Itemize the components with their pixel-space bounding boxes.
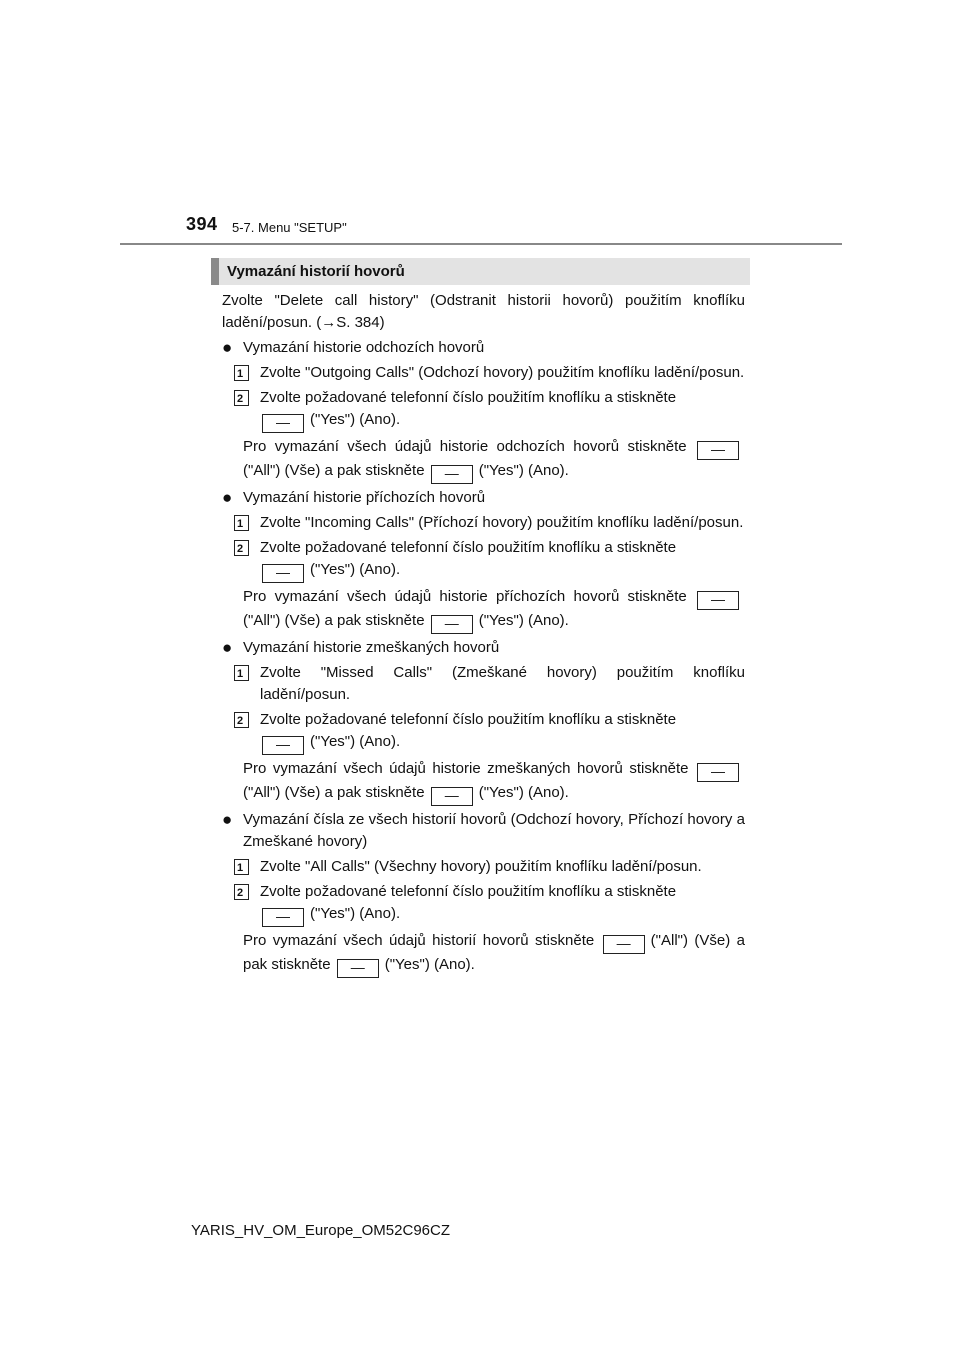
bullet-icon: ●	[222, 638, 233, 657]
menu-button-icon: —	[431, 615, 473, 634]
step-2: 2 Zvolte požadované telefonní číslo použitím knoflíku a stiskněte — ("Yes") (Ano).	[222, 537, 745, 583]
menu-button-icon: —	[697, 763, 739, 782]
menu-button-icon: —	[262, 736, 304, 755]
delete-all-note: Pro vymazání všech údajů historie odchozích hovorů stiskněte —("All") (Vše) a pak stiskněte — ("Yes") (Ano).	[222, 436, 745, 484]
instruction-blocks	[222, 337, 745, 978]
step-2: 2 Zvolte požadované telefonní číslo použitím knoflíku a stiskněte — ("Yes") (Ano).	[222, 881, 745, 927]
bullet-heading: ● Vymazání historie zmeškaných hovorů	[222, 638, 500, 657]
step-number-2-icon: 2	[234, 712, 249, 728]
step-number-1-icon: 1	[234, 665, 249, 681]
bullet-heading: ● Vymazání historie příchozích hovorů	[222, 488, 486, 507]
step-number-1-icon: 1	[234, 515, 249, 531]
menu-button-icon: —	[697, 441, 739, 460]
step-number-2-icon: 2	[234, 390, 249, 406]
menu-button-icon: —	[262, 414, 304, 433]
step-number-1-icon: 1	[234, 365, 249, 381]
document-code: YARIS_HV_OM_Europe_OM52C96CZ	[191, 1222, 450, 1239]
menu-button-icon: —	[697, 591, 739, 610]
step-2: 2 Zvolte požadované telefonní číslo použitím knoflíku a stiskněte — ("Yes") (Ano).	[222, 387, 745, 433]
step-number-2-icon: 2	[234, 540, 249, 556]
chapter-title: 5-7. Menu "SETUP"	[232, 220, 347, 235]
bullet-icon: ●	[222, 810, 233, 829]
step-1: 1 Zvolte "Incoming Calls" (Příchozí hovory) použitím knoflíku ladění/posun.	[222, 512, 745, 534]
menu-button-icon: —	[337, 959, 379, 978]
delete-all-note: Pro vymazání všech údajů historie zmeškaných hovorů stiskněte —("All") (Vše) a pak stiskněte — ("Yes") (Ano).	[222, 758, 745, 806]
menu-button-icon: —	[431, 787, 473, 806]
menu-button-icon: —	[431, 465, 473, 484]
menu-button-icon: —	[262, 908, 304, 927]
step-number-2-icon: 2	[234, 884, 249, 900]
bullet-heading: ● Vymazání čísla ze všech historií hovorů (Odchozí hovory, Příchozí hovory a Zmeškané hovory)	[222, 810, 745, 850]
intro-paragraph: Zvolte "Delete call history" (Odstranit historii hovorů) použitím knoflíku ladění/posun. (→S. 384)	[222, 292, 745, 331]
step-1: 1 Zvolte "All Calls" (Všechny hovory) použitím knoflíku ladění/posun.	[222, 856, 745, 878]
bullet-heading: ● Vymazání historie odchozích hovorů	[222, 338, 485, 357]
delete-all-note: Pro vymazání všech údajů historie příchozích hovorů stiskněte —("All") (Vše) a pak stiskněte — ("Yes") (Ano).	[222, 586, 745, 634]
menu-button-icon: —	[603, 935, 645, 954]
step-2: 2 Zvolte požadované telefonní číslo použitím knoflíku a stiskněte — ("Yes") (Ano).	[222, 709, 745, 755]
step-1: 1 Zvolte "Outgoing Calls" (Odchozí hovory) použitím knoflíku ladění/posun.	[222, 362, 745, 384]
header-divider	[120, 243, 842, 245]
bullet-icon: ●	[222, 488, 233, 507]
content	[222, 290, 745, 981]
bullet-icon: ●	[222, 338, 233, 357]
delete-all-note: Pro vymazání všech údajů historií hovorů stiskněte — ("All") (Vše) a pak stiskněte — ("Yes") (Ano).	[222, 930, 745, 978]
step-number-1-icon: 1	[234, 859, 249, 875]
page-number: 394	[186, 214, 218, 234]
section-title: Vymazání historií hovorů	[211, 258, 750, 285]
menu-button-icon: —	[262, 564, 304, 583]
step-1: 1 Zvolte "Missed Calls" (Zmeškané hovory) použitím knoflíku ladění/posun.	[222, 662, 745, 706]
